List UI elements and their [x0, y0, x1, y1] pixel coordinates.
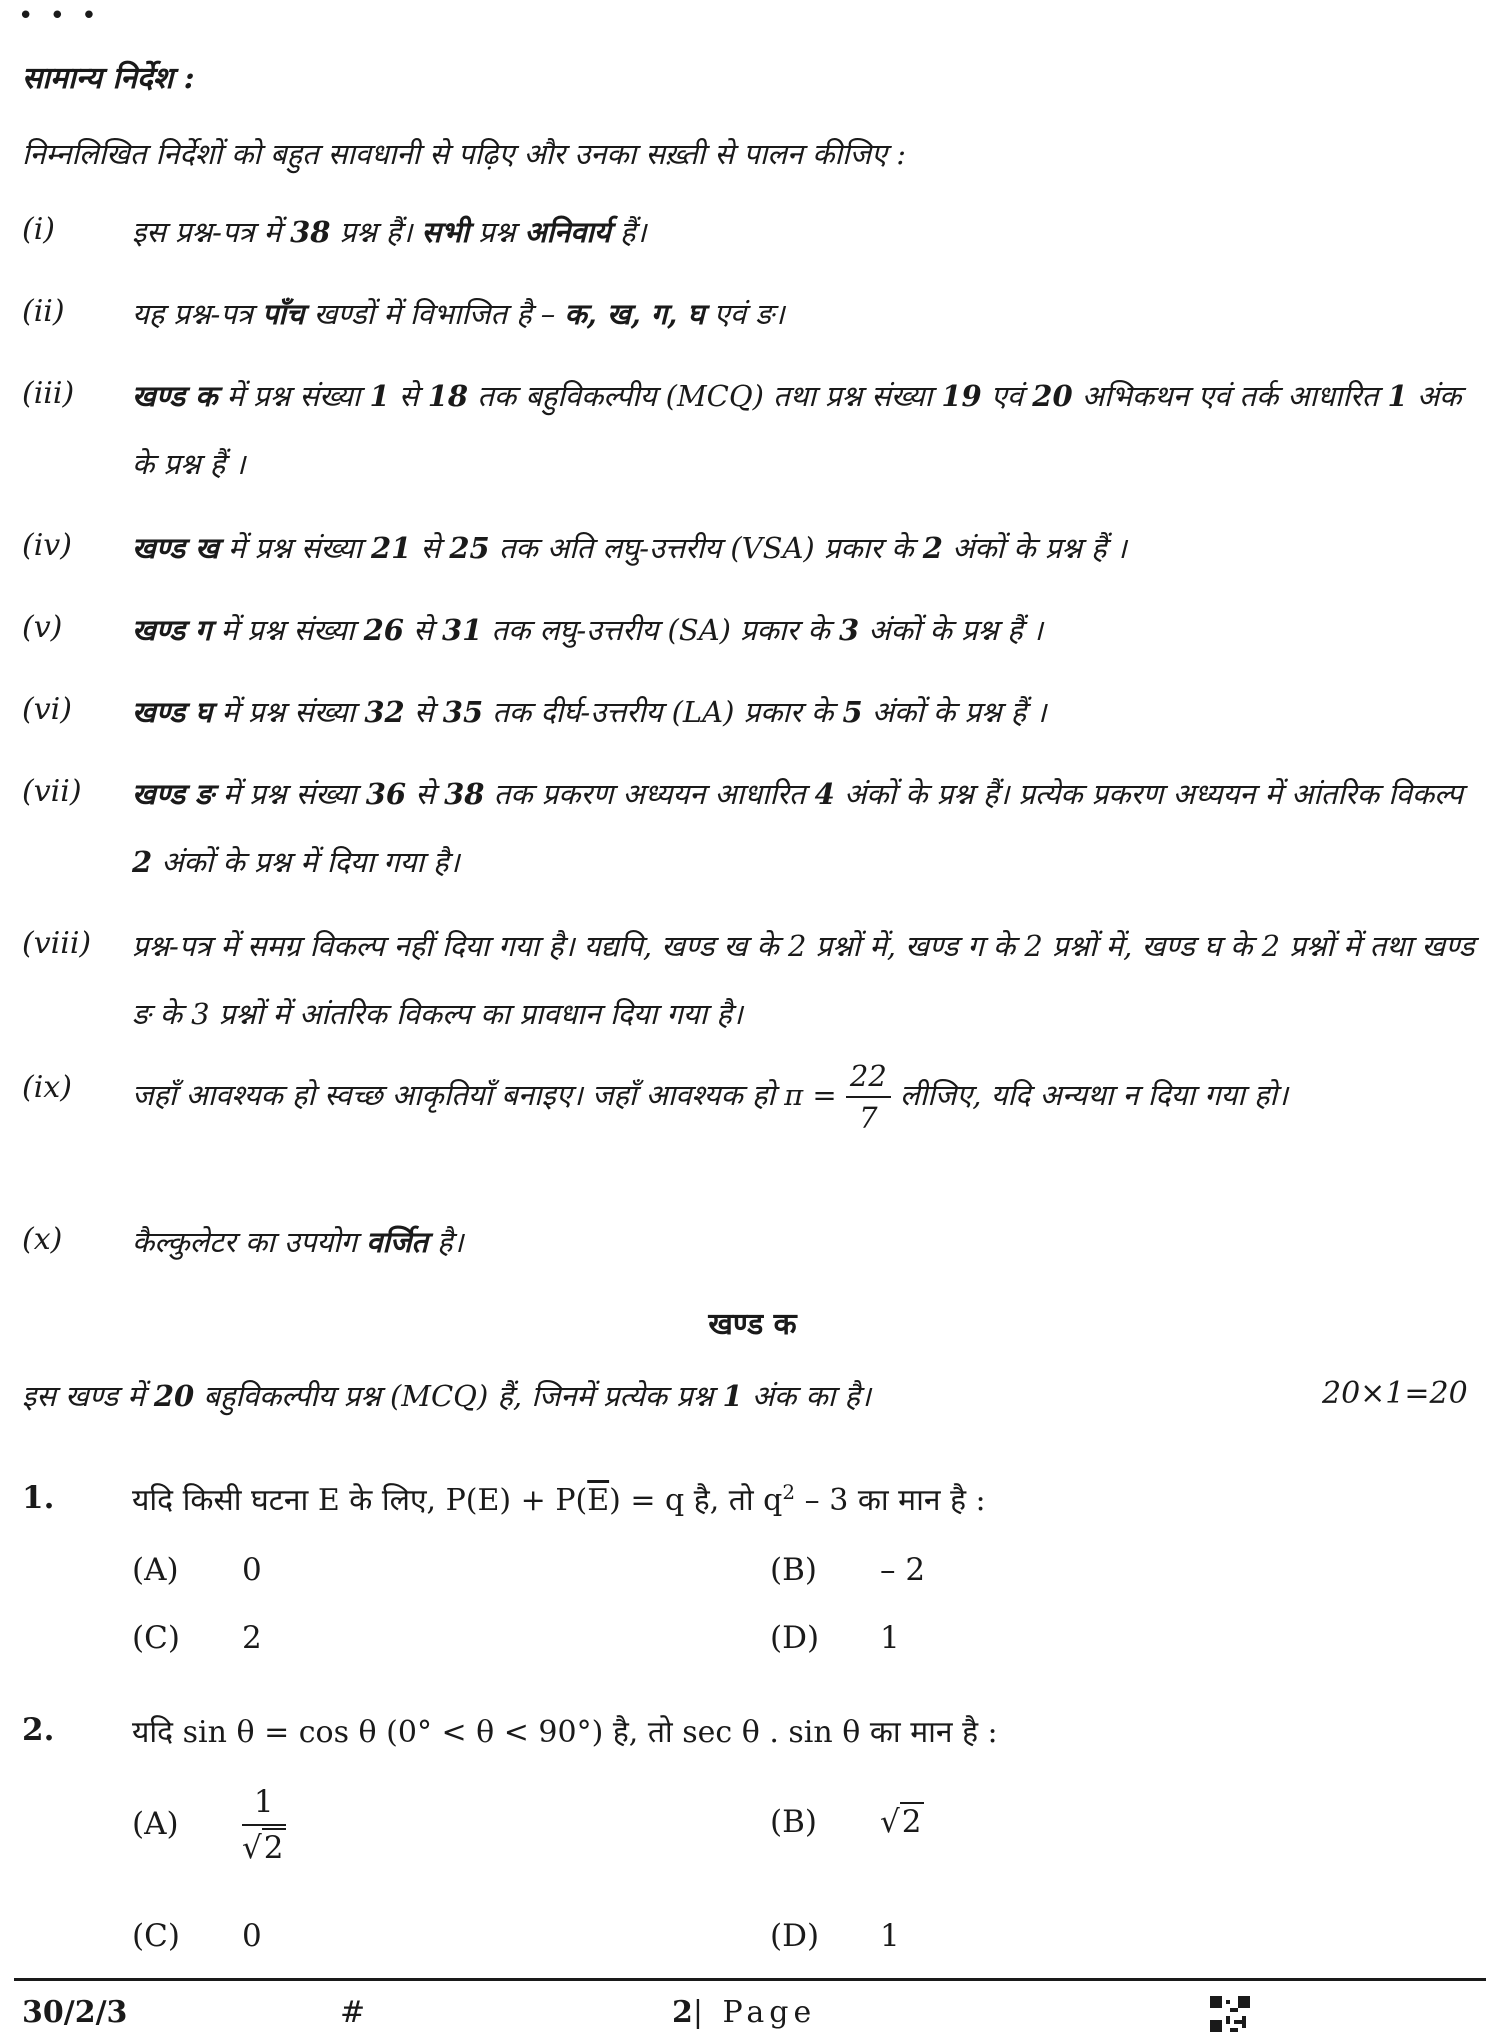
page-indicator: 2| Page	[672, 1995, 817, 2030]
instruction-number: (x)	[22, 1222, 63, 1257]
instruction-item: खण्ड ग में प्रश्न संख्या 26 से 31 तक लघु-उत्तरीय (SA) प्रकार के 3 अंकों के प्रश्न हैं ।	[132, 613, 1043, 647]
instruction-number: (ix)	[22, 1070, 72, 1105]
instruction-number: (i)	[22, 212, 56, 247]
instruction-item: यह प्रश्न-पत्र पाँच खण्डों में विभाजित है – क, ख, ग, घ एवं ङ।	[132, 297, 785, 331]
fraction: $\frac{1}{√2}$	[242, 1780, 286, 1870]
instruction-item: इस प्रश्न-पत्र में 38 प्रश्न हैं। सभी प्रश्न अनिवार्य हैं।	[132, 215, 647, 249]
instruction-item: खण्ड ङ में प्रश्न संख्या 36 से 38 तक प्रकरण अध्ययन आधारित 4 अंकों के प्रश्न हैं। प्रत्येक प्रकरण अध्ययन में आंतरिक विकल्प 2 अंकों के प्रश्न में दिया गया है।	[132, 777, 1464, 879]
question-text: यदि sin θ = cos θ (0° < θ < 90°) है, तो sec θ . sin θ का मान है :	[132, 1715, 998, 1750]
pi-fraction: $\frac{22}{7}$	[846, 1056, 891, 1138]
instructions-intro: निम्नलिखित निर्देशों को बहुत सावधानी से पढ़िए और उनका सख़्ती से पालन कीजिए :	[22, 137, 907, 171]
option-d[interactable]: (D) 1	[770, 1918, 900, 1954]
section-intro: इस खण्ड में 20 बहुविकल्पीय प्रश्न (MCQ) हैं, जिनमें प्रत्येक प्रश्न 1 अंक का है।	[22, 1379, 871, 1413]
question-number: 2.	[22, 1712, 55, 1748]
instruction-item: प्रश्न-पत्र में समग्र विकल्प नहीं दिया गया है। यद्यपि, खण्ड ख के 2 प्रश्नों में, खण्ड ग के 2 प्रश्नों में, खण्ड घ के 2 प्रश्नों में तथा खण्ड ङ के 3 प्रश्नों में आंतरिक विकल्प का प्रावधान दिया गया है।	[132, 929, 1475, 1031]
instructions-heading: सामान्य निर्देश :	[22, 61, 195, 96]
footer-rule	[14, 1978, 1486, 1981]
instruction-number: (iv)	[22, 528, 72, 563]
instruction-item: जहाँ आवश्यक हो स्वच्छ आकृतियाँ बनाइए। जहाँ आवश्यक हो π = $\frac{22}{7}$ लीजिए, यदि अन्यथा न दिया गया हो।	[132, 1056, 1482, 1138]
instruction-item: कैल्कुलेटर का उपयोग वर्जित है।	[132, 1225, 464, 1259]
top-dots: • • •	[18, 1, 101, 31]
instruction-number: (vii)	[22, 774, 82, 809]
instruction-number: (iii)	[22, 376, 75, 411]
question-number: 1.	[22, 1480, 55, 1516]
hash-mark: #	[340, 1995, 366, 2030]
instruction-number: (ii)	[22, 294, 65, 329]
option-a[interactable]: (A) $\frac{1}{√2}$	[132, 1780, 286, 1870]
paper-code: 30/2/3	[22, 1995, 128, 2030]
instruction-item: खण्ड ख में प्रश्न संख्या 21 से 25 तक अति लघु-उत्तरीय (VSA) प्रकार के 2 अंकों के प्रश्न हैं ।	[132, 531, 1127, 565]
instruction-item: खण्ड क में प्रश्न संख्या 1 से 18 तक बहुविकल्पीय (MCQ) तथा प्रश्न संख्या 19 एवं 20 अभिकथन एवं तर्क आधारित 1 अंक के प्रश्न हैं ।	[132, 379, 1462, 481]
option-d[interactable]: (D) 1	[770, 1620, 900, 1656]
instruction-number: (v)	[22, 610, 63, 645]
option-b[interactable]: (B) – 2	[770, 1552, 926, 1588]
option-b[interactable]: (B) √2	[770, 1804, 922, 1840]
qr-code-icon	[1210, 1996, 1250, 2032]
section-title: खण्ड क	[708, 1307, 797, 1342]
question-text: यदि किसी घटना E के लिए, $P(E) + P(\overline{E}) = q$ है, तो $q^2 - 3$ का मान है :	[132, 1480, 986, 1518]
section-marks: 20×1=20	[1322, 1376, 1468, 1411]
instruction-number: (viii)	[22, 926, 92, 961]
option-c[interactable]: (C) 2	[132, 1620, 262, 1656]
option-c[interactable]: (C) 0	[132, 1918, 262, 1954]
option-a[interactable]: (A) 0	[132, 1552, 262, 1588]
instruction-item: खण्ड घ में प्रश्न संख्या 32 से 35 तक दीर्घ-उत्तरीय (LA) प्रकार के 5 अंकों के प्रश्न हैं ।	[132, 695, 1047, 729]
instruction-number: (vi)	[22, 692, 72, 727]
